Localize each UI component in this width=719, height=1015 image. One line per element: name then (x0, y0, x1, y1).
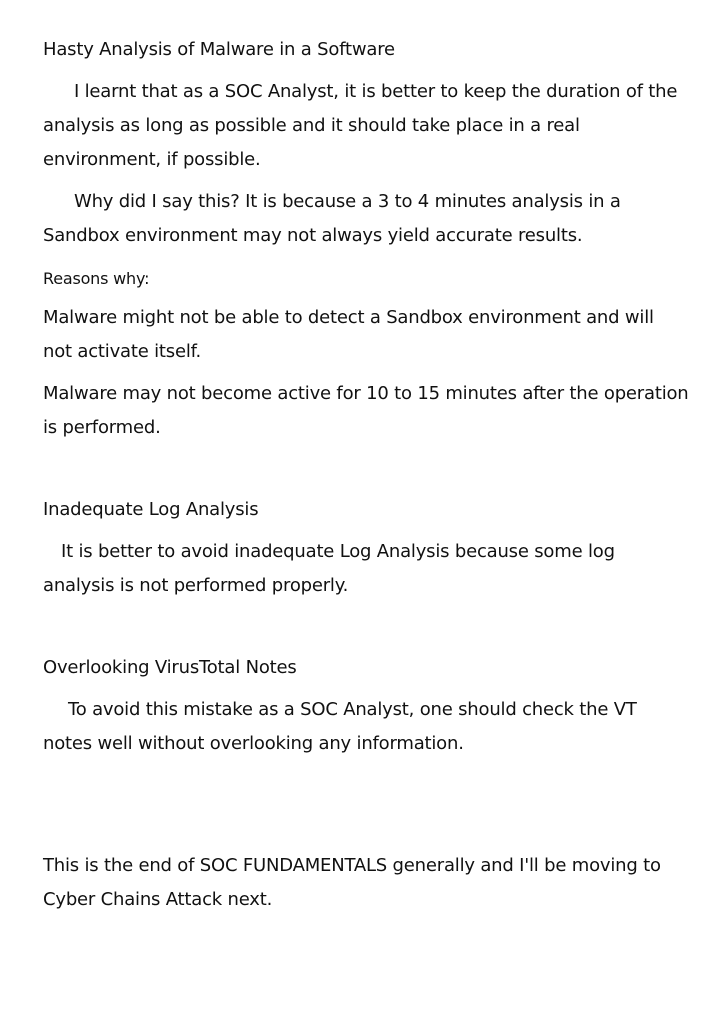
closing-line: Cyber Chains Attack next. (43, 889, 273, 910)
reasons-subheading: Reasons why: (43, 269, 150, 288)
reason-line: not activate itself. (43, 341, 201, 362)
closing-line: This is the end of SOC FUNDAMENTALS generally and I'll be moving to (43, 855, 661, 876)
paragraph-line: environment, if possible. (43, 149, 261, 170)
paragraph-line: It is better to avoid inadequate Log Analysis because some log (61, 541, 615, 562)
paragraph-line: analysis is not performed properly. (43, 575, 349, 596)
paragraph-line: notes well without overlooking any information. (43, 733, 464, 754)
section-heading-hasty-analysis: Hasty Analysis of Malware in a Software (43, 39, 395, 60)
section-heading-virustotal: Overlooking VirusTotal Notes (43, 657, 297, 678)
reason-line: Malware might not be able to detect a Sandbox environment and will (43, 307, 654, 328)
paragraph-line: analysis as long as possible and it should take place in a real (43, 115, 580, 136)
paragraph-line: To avoid this mistake as a SOC Analyst, one should check the VT (68, 699, 637, 720)
paragraph-line: Sandbox environment may not always yield accurate results. (43, 225, 583, 246)
section-heading-log-analysis: Inadequate Log Analysis (43, 499, 259, 520)
paragraph-line: I learnt that as a SOC Analyst, it is better to keep the duration of the (74, 81, 678, 102)
reason-line: is performed. (43, 417, 161, 438)
reason-line: Malware may not become active for 10 to 15 minutes after the operation (43, 383, 689, 404)
paragraph-line: Why did I say this? It is because a 3 to 4 minutes analysis in a (74, 191, 621, 212)
